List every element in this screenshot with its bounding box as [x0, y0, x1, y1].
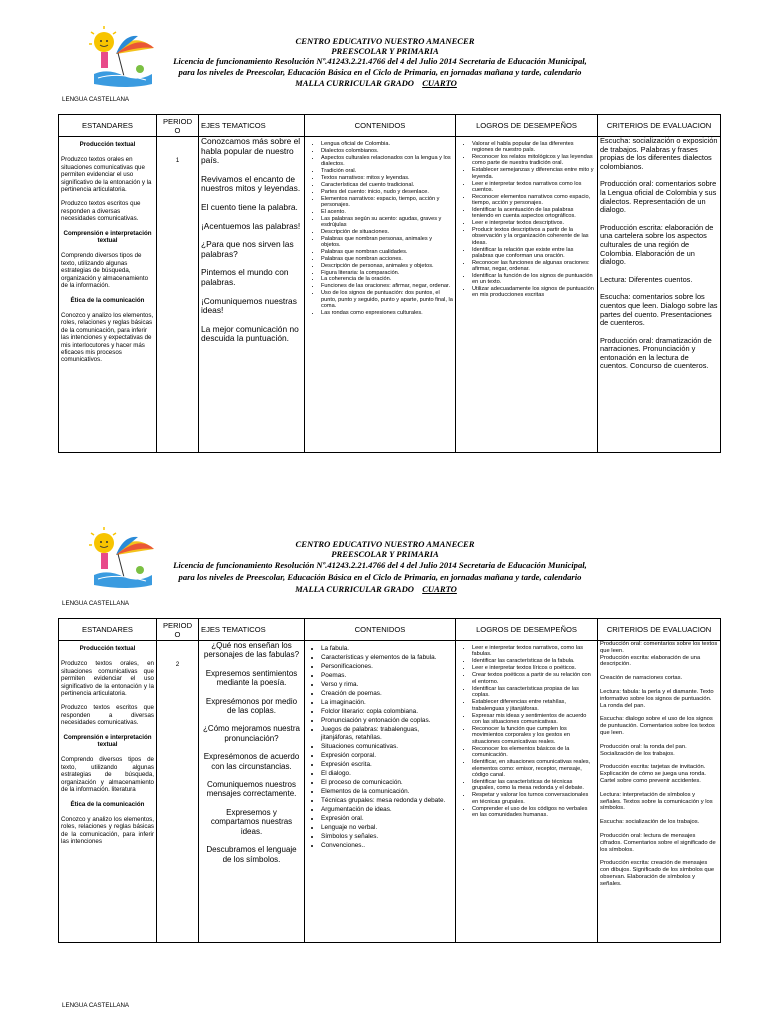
col-periodo: PERIOD O	[157, 115, 199, 137]
standard-text: Produzco textos orales, en situaciones comunicativas que permiten evidenciar el uso significativo de la entonación y la pertinencia articulatoria.	[61, 660, 154, 698]
list-item: • Lengua oficial de Colombia.	[321, 141, 453, 147]
standard-heading: Comprensión e interpretación textual	[63, 733, 152, 749]
list-item: • La coherencia de la oración.	[321, 276, 453, 282]
list-item: • La fabula.	[321, 645, 453, 653]
school-level: PREESCOLAR Y PRIMARIA	[331, 46, 439, 56]
levels-note: para los niveles de Preescolar, Educación Básica en el Ciclo de Primaria, en jornadas mañana y tarde, calendario	[178, 572, 582, 582]
grado-value: CUARTO	[422, 584, 457, 594]
list-item: • Pronunciación y entonación de coplas.	[321, 717, 453, 725]
periodo-cell: 2	[157, 641, 199, 943]
col-ejes: EJES TEMATICOS	[199, 115, 305, 137]
cell-paragraph: Producción oral: dramatización de narraciones. Pronunciación y entonación en la lectura de cuentos. Concurso de cuenteros.	[600, 335, 712, 371]
table-header-row	[59, 619, 721, 641]
table-row	[59, 137, 721, 453]
list-item: • Características del cuento tradicional.	[321, 182, 453, 188]
col-periodo: PERIOD O	[157, 619, 199, 641]
logros-cell	[456, 641, 598, 943]
cell-paragraph: Conozcamos más sobre el habla popular de nuestro país.	[201, 136, 301, 166]
license-text: Licencia de funcionamiento Resolución Nº.41243.2.21.4766 del 4 del Julio 2014 Secretaria de Educación Municipal,	[173, 560, 587, 570]
list-item: • Dialectos colombianos.	[321, 148, 453, 154]
list-item: • Características y elementos de la fabula.	[321, 654, 453, 662]
col-estandares: ESTANDARES	[59, 115, 157, 137]
list-item: • Identificar la función de los signos de puntuación en un texto.	[472, 273, 595, 286]
list-item: • Identificar las características de técnicas grupales, como la mesa redonda y el debate.	[472, 779, 595, 792]
list-item: • Identificar la acentuación de las palabras teniendo en cuenta aspectos ortográficos.	[472, 207, 595, 220]
ejes-cell	[199, 641, 305, 943]
list-item: • Creación de poemas.	[321, 690, 453, 698]
standard-heading: Comprensión e interpretación textual	[63, 229, 152, 245]
grado-label: MALLA CURRICULAR GRADO	[295, 584, 415, 594]
list-item: • Aspectos culturales relacionados con la lengua y los dialectos.	[321, 155, 453, 168]
subject-label: LENGUA CASTELLANA	[62, 600, 130, 607]
cell-paragraph: El cuento tiene la palabra.	[201, 201, 298, 212]
periodo-cell: 1	[157, 137, 199, 453]
cell-paragraph: Producción oral: lectura de mensajes cifrados. Comentarios sobre el significado de los símbolos.	[600, 832, 716, 853]
standard-text: Produzco textos escritos que responden a diversas necesidades comunicativas.	[61, 200, 141, 223]
list-item: • Establecer semejanzas y diferencias entre mito y leyenda.	[472, 167, 595, 180]
footer-subject-label: LENGUA CASTELLANA	[62, 1002, 130, 1009]
list-item: • Verso y rima.	[321, 681, 453, 689]
list-item: • Textos narrativos: mitos y leyendas.	[321, 175, 453, 181]
table-row	[59, 641, 721, 943]
list-item: • Leer e interpretar textos líricos o poéticos.	[472, 665, 595, 671]
list-item: • Palabras que nombran personas, animales y objetos.	[321, 236, 453, 249]
school-name: CENTRO EDUCATIVO NUESTRO AMANECER	[295, 36, 475, 46]
col-contenidos: CONTENIDOS	[305, 619, 456, 641]
levels-note: para los niveles de Preescolar, Educación Básica en el Ciclo de Primaria, en jornadas mañana y tarde, calendario	[178, 67, 582, 77]
cell-paragraph: Producción escrita: elaboración de una cartelera sobre los aspectos culturales de una región de Colombia. Elaboración de un dialogo.	[600, 222, 714, 267]
grado-line	[160, 584, 610, 594]
list-item: • Crear textos poéticos a partir de su relación con el entorno.	[472, 672, 595, 685]
col-logros: LOGROS DE DESEMPEÑOS	[456, 619, 598, 641]
cell-paragraph: Expresemos y compartamos nuestras ideas.	[210, 807, 293, 836]
cell-paragraph: Producción oral: la ronda del pan. Socialización de los trabajos.	[600, 743, 687, 757]
cell-paragraph: Descubramos el lenguaje de los símbolos.	[206, 845, 297, 864]
list-item: • Reconocer los relatos mitológicos y las leyendas como parte de nuestra tradición oral.	[472, 154, 595, 167]
contenidos-cell	[305, 137, 456, 453]
list-item: • Identificar la relación que existe entre las palabras que conforman una oración.	[472, 247, 595, 260]
list-item: • Reconocer las funciones de algunas oraciones: afirmar, negar, ordenar.	[472, 260, 595, 273]
list-item: • Comprender el uso de los códigos no verbales en las comunidades humanas.	[472, 806, 595, 819]
cell-paragraph: Expresemos sentimientos mediante la poesía.	[205, 668, 298, 688]
list-item: • Establecer diferencias entre retahílas, trabalenguas y jitanjáforas.	[472, 699, 595, 712]
list-item: • Las rondas como expresiones culturales.	[321, 310, 453, 316]
list-item: • Producir textos descriptivos a partir de la observación y la organización coherente de las ideas.	[472, 227, 595, 246]
estandares-cell	[59, 641, 157, 943]
curriculum-table-1	[58, 114, 721, 453]
list-item: • Símbolos y señales.	[321, 833, 453, 841]
cell-paragraph: ¡Acentuemos las palabras!	[201, 220, 301, 231]
cell-paragraph: La mejor comunicación no descuida la puntuación.	[201, 323, 299, 344]
list-item: • Reconocer elementos narrativos como espacio, tiempo, acción y personajes.	[472, 194, 595, 207]
cell-paragraph: Producción escrita: tarjetas de invitación. Explicación de cómo se juega una ronda. Cartel sobre como prevenir accidentes.	[600, 764, 707, 784]
school-level: PREESCOLAR Y PRIMARIA	[331, 549, 439, 559]
cell-paragraph: Producción oral: comentarios sobre la Lengua oficial de Colombia y sus dialectos. Representación de un dialogo.	[600, 179, 717, 215]
school-name: CENTRO EDUCATIVO NUESTRO AMANECER	[295, 539, 475, 549]
cell-paragraph: Escucha: socialización o exposición de trabajos. Palabras y frases propias de los diferentes dialectos colombianos.	[600, 136, 718, 171]
cell-paragraph: Lectura: fabula: la perla y el diamante. Texto informativo sobre los signos de puntuación. La ronda del pan.	[600, 688, 714, 709]
grado-value: CUARTO	[422, 78, 457, 88]
list-item: • Convenciones..	[321, 842, 453, 850]
col-contenidos: CONTENIDOS	[305, 115, 456, 137]
standard-text: Comprendo diversos tipos de texto, utilizando algunas estrategias de búsqueda, organización y almacenamiento de la información. literatura	[61, 756, 154, 794]
list-item: • Juegos de palabras: trabalenguas, jitanjáforas, retahílas.	[321, 726, 453, 743]
logros-cell	[456, 137, 598, 453]
list-item: • Leer e interpretar textos narrativos, como las fabulas.	[472, 645, 595, 658]
list-item: • Expresión corporal.	[321, 752, 453, 760]
criterios-cell	[598, 137, 721, 453]
list-item: • Leer e interpretar textos descriptivos.	[472, 220, 595, 226]
cell-paragraph: Producción escrita: creación de mensajes con dibujos. Significado de los símbolos que observan. Elaboración de símbolos y señales.	[600, 860, 715, 887]
grado-line	[160, 78, 610, 88]
list-item: • El acento.	[321, 209, 453, 215]
criterios-cell	[598, 641, 721, 943]
cell-paragraph: ¿Para que nos sirven las palabras?	[201, 239, 294, 259]
list-item: • Utilizar adecuadamente los signos de puntuación en mis producciones escritas	[472, 286, 595, 299]
cell-paragraph: Comuniquemos nuestros mensajes correctamente.	[206, 780, 297, 799]
list-item: • Leer e interpretar textos narrativos como los cuentos.	[472, 181, 595, 194]
license-text: Licencia de funcionamiento Resolución Nº.41243.2.21.4766 del 4 del Julio 2014 Secretaria de Educación Municipal,	[173, 56, 587, 66]
list-item: • Palabras que nombran cualidades.	[321, 249, 453, 255]
list-item: • El proceso de comunicación.	[321, 779, 453, 787]
list-item: • Identificar las características de la fabula.	[472, 658, 595, 664]
grado-label: MALLA CURRICULAR GRADO	[295, 78, 415, 88]
cell-paragraph: ¿Qué nos enseñan los personajes de las fabulas?	[203, 641, 300, 660]
list-item: • Funciones de las oraciones: afirmar, negar, ordenar.	[321, 283, 453, 289]
cell-paragraph: Expresémonos de acuerdo con las circunstancias.	[203, 752, 300, 771]
standard-heading: Producción textual	[79, 645, 136, 652]
list-item: • Uso de los signos de puntuación: dos puntos, el punto, punto y seguido, punto y aparte, punto final, la coma.	[321, 290, 453, 309]
standard-text: Conozco y analizo los elementos, roles, relaciones y reglas básicas de la comunicación, para inferir las intenciones	[61, 815, 154, 846]
list-item: • Palabras que nombran acciones.	[321, 256, 453, 262]
cell-paragraph: Escucha: dialogo sobre el uso de los signos de puntuación. Comentarios sobre los textos que leen.	[600, 716, 715, 736]
standard-text: Produzco textos orales en situaciones comunicativas que permiten evidenciar el uso significativo de la entonación y la pertinencia articulatoria.	[61, 156, 152, 194]
list-item: • Valorar el habla popular de las diferentes regiones de nuestro país.	[472, 141, 595, 154]
list-item: • Expresión oral.	[321, 815, 453, 823]
standard-heading: Ética de la comunicación	[70, 296, 145, 304]
list-item: • Descripción de personas, animales y objetos.	[321, 263, 453, 269]
cell-paragraph: Lectura: Diferentes cuentos.	[600, 274, 693, 284]
list-item: • Partes del cuento: inicio, nudo y desenlace.	[321, 189, 453, 195]
list-item: • Las palabras según su acento: agudas, graves y esdrújulas	[321, 216, 453, 229]
list-item: • Argumentación de ideas.	[321, 806, 453, 814]
list-item: • Elementos de la comunicación.	[321, 788, 453, 796]
cell-paragraph: ¡Comuniquemos nuestras ideas!	[201, 295, 297, 316]
list-item: • Personificaciones.	[321, 663, 453, 671]
contenidos-cell	[305, 641, 456, 943]
list-item: • Expresión escrita.	[321, 761, 453, 769]
list-item: • Descripción de situaciones.	[321, 229, 453, 235]
standard-text: Comprendo diversos tipos de texto, utilizando algunas estrategias de búsqueda, organización y almacenamiento de la información.	[61, 252, 149, 290]
list-item: • Expresar mis ideas y sentimientos de acuerdo con las situaciones comunicativas.	[472, 713, 595, 726]
list-item: • Elementos narrativos: espacio, tiempo, acción y personajes.	[321, 196, 453, 209]
subject-label: LENGUA CASTELLANA	[62, 96, 130, 103]
list-item: • Lenguaje no verbal.	[321, 824, 453, 832]
list-item: • Tradición oral.	[321, 168, 453, 174]
curriculum-table-2	[58, 618, 721, 943]
list-item: • Folclor literario: copla colombiana.	[321, 708, 453, 716]
list-item: • Respetar y valorar los turnos conversacionales en técnicas grupales.	[472, 792, 595, 805]
list-item: • El dialogo.	[321, 770, 453, 778]
cell-paragraph: Producción oral: comentarios sobre los textos que leen. Producción escrita: elaboración de una descripción.	[600, 641, 718, 668]
list-item: • Reconocer la función que cumplen los movimientos corporales y los gestos en situaciones comunicativas reales.	[472, 726, 595, 745]
list-item: • Identificar, en situaciones comunicativas reales, elementos como: emisor, receptor, mensaje, código canal.	[472, 759, 595, 778]
standard-heading: Ética de la comunicación	[70, 800, 145, 808]
list-item: • Reconocer los elementos básicos de la comunicación.	[472, 746, 595, 759]
list-item: • Poemas.	[321, 672, 453, 680]
list-item: • Identificar las características propias de las coplas.	[472, 686, 595, 699]
estandares-cell	[59, 137, 157, 453]
standard-heading: Producción textual	[79, 141, 136, 148]
cell-paragraph: Pintemos el mundo con palabras.	[201, 267, 289, 287]
cell-paragraph: ¿Cómo mejoramos nuestra pronunciación?	[203, 724, 300, 743]
standard-text: Produzco textos escritos que responden a diversas necesidades comunicativas.	[61, 704, 154, 727]
cell-paragraph: Creación de narraciones cortas.	[600, 675, 683, 682]
ejes-cell	[199, 137, 305, 453]
cell-paragraph: Expresémonos por medio de las coplas.	[205, 696, 298, 716]
cell-paragraph: Revivamos el encanto de nuestros mitos y leyendas.	[201, 173, 301, 194]
cell-paragraph: Escucha: comentarios sobre los cuentos que leen. Dialogo sobre las partes del cuento. Presentaciones de cuenteros.	[600, 292, 718, 328]
standard-text: Conozco y analizo los elementos, roles, relaciones y reglas básicas de la comunicación, para inferir las intenciones y expectativas de mis interlocutores y hacer más eficaces mis procesos comunicativos.	[61, 311, 154, 364]
list-item: • Figura literaria: la comparación.	[321, 270, 453, 276]
col-criterios: CRITERIOS DE EVALUACION	[598, 619, 721, 641]
list-item: • La imaginación.	[321, 699, 453, 707]
cell-paragraph: Escucha: socialización de los trabajos.	[600, 819, 700, 826]
col-criterios: CRITERIOS DE EVALUACION	[598, 115, 721, 137]
table-header-row	[59, 115, 721, 137]
list-item: • Situaciones comunicativas.	[321, 743, 453, 751]
col-ejes: EJES TEMATICOS	[199, 619, 305, 641]
list-item: • Técnicas grupales: mesa redonda y debate.	[321, 797, 453, 805]
cell-paragraph: Lectura: interpretación de símbolos y señales. Textos sobre la comunicación y los símbolos.	[600, 791, 713, 812]
col-logros: LOGROS DE DESEMPEÑOS	[456, 115, 598, 137]
col-estandares: ESTANDARES	[59, 619, 157, 641]
